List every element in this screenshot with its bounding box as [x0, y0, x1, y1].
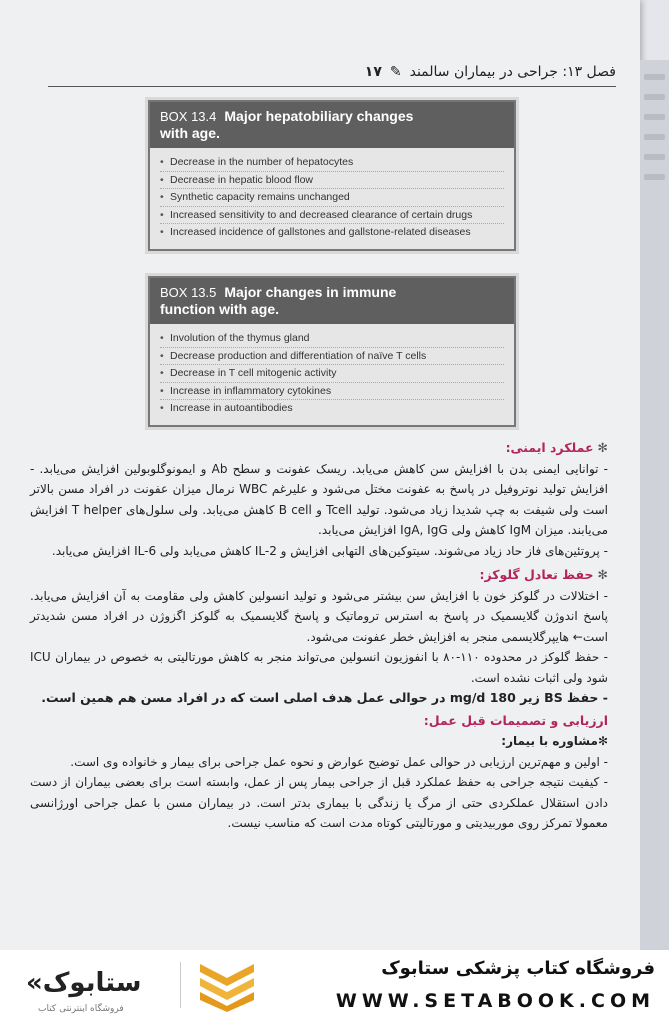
paragraph: - توانایی ایمنی بدن با افزایش سن کاهش می‌یابد. ریسک عفونت و سطح Ab و ایمونوگلوبولین افزایش می‌یابد. - افزایش تولید نوتروفیل در پاسخ به عفونت مختل می‌شود و علیرغم WBC نرمال میزان عفونت در افراد مسن بالاتر است ولی شیفت به چپ شدیدا زیاد می‌شود. تولید Tcell و B cell کاهش می‌یابد. ولی سلول‌های T helper افزایش می‌یابند. میزان IgM کاهش ولی IgA, IgG افزایش می‌یابد.: [30, 461, 608, 537]
subheading: ✻مشاوره با بیمار:: [501, 734, 608, 748]
page-number: ۱۷: [364, 64, 382, 80]
box-13-5-label: BOX 13.5: [160, 285, 217, 300]
stacked-chevrons-icon: [196, 958, 258, 1012]
setabook-logo: [16, 960, 186, 1014]
list-item: • Increase in autoantibodies: [160, 400, 504, 417]
paragraph-bold: - حفظ BS زیر 180 mg/d در حوالی عمل هدف اصلی است که در افراد مسن هم همین است.: [41, 690, 608, 705]
star-icon: ✻: [597, 440, 608, 455]
section-heading: ارزیابی و تصمیمات قبل عمل:: [423, 712, 608, 728]
box-13-5-title: BOX 13.5 Major changes in immune function with age.: [150, 278, 514, 324]
paragraph: - حفظ گلوکز در محدوده ۱۱۰-۸۰ با انفوزیون انسولین می‌تواند منجر به کاهش مورتالیتی به خصوص در بیماران ICU شود ولی اثبات نشده است.: [30, 650, 608, 685]
paragraph: - اختلالات در گلوکز خون با افزایش سن بیشتر می‌شود و تولید انسولین کاهش ولی مقاومت به آن افزایش می‌یابد. پاسخ اندوژن گلایسمیک در پاسخ به استرس تروماتیک و پاسخ گلایسمیک به گلوکز اگزوژن در افراد مسن شدیدتر است← هایپرگلایسمی منجر به افزایش خطر عفونت می‌شود.: [30, 588, 608, 644]
body-text: [30, 438, 608, 834]
paragraph: - پروتئین‌های فاز حاد زیاد می‌شوند. سیتوکین‌های التهابی افزایش و IL-2 کاهش می‌یابد ولی IL-6 افزایش می‌یابد.: [51, 543, 608, 558]
star-icon: ✻: [597, 734, 608, 748]
logo-text: «ستابوک: [26, 968, 142, 998]
star-icon: ✻: [597, 567, 608, 582]
list-item: • Decrease production and differentiation of naïve T cells: [160, 348, 504, 366]
box-13-5-list: [150, 324, 514, 425]
box-13-4: [148, 100, 516, 251]
box-13-4-label: BOX 13.4: [160, 109, 217, 124]
paragraph: - اولین و مهم‌ترین ارزیابی در حوالی عمل توضیح عوارض و نحوه عمل جراحی برای بیمار و خانواده وی است.: [70, 754, 608, 769]
shop-title: فروشگاه کتاب پزشکی ستابوک: [381, 958, 655, 979]
chapter-icon: ✎: [389, 64, 402, 80]
section-heading: ✻عملکرد ایمنی:: [505, 440, 608, 455]
page-header: [48, 58, 616, 87]
box-13-5: [148, 276, 516, 427]
divider: [180, 962, 181, 1008]
list-item: • Decrease in T cell mitogenic activity: [160, 365, 504, 383]
list-item: • Synthetic capacity remains unchanged: [160, 189, 504, 207]
list-item: • Decrease in the number of hepatocytes: [160, 154, 504, 172]
list-item: • Increased sensitivity to and decreased clearance of certain drugs: [160, 207, 504, 225]
watermark-footer: [0, 950, 669, 1024]
next-page-edge: [640, 60, 669, 950]
box-13-4-title: BOX 13.4 Major hepatobiliary changes with age.: [150, 102, 514, 148]
logo-subtitle: فروشگاه اینترنتی کتاب: [38, 1004, 124, 1014]
shop-url[interactable]: WWW.SETABOOK.COM: [335, 990, 655, 1012]
list-item: • Increased incidence of gallstones and gallstone-related diseases: [160, 224, 504, 241]
list-item: • Increase in inflammatory cytokines: [160, 383, 504, 401]
box-13-4-list: [150, 148, 514, 249]
list-item: • Involution of the thymus gland: [160, 330, 504, 348]
paragraph: - کیفیت نتیجه جراحی به حفظ عملکرد قبل از جراحی بیمار پس از عمل، وابسته است برای بعضی بیماران از دست دادن استقلال عملکردی حتی از مرگ یا زندگی با بیماری بدتر است. در بیماران مسن با عمل جراحی اورژانسی معمولا تمرکز روی موربیدیتی و مورتالیتی کوتاه مدت است که مناسب نیست.: [30, 775, 608, 830]
chapter-title: فصل ۱۳: جراحی در بیماران سالمند: [409, 64, 616, 80]
section-heading: ✻حفظ تعادل گلوکز:: [479, 567, 608, 582]
list-item: • Decrease in hepatic blood flow: [160, 172, 504, 190]
